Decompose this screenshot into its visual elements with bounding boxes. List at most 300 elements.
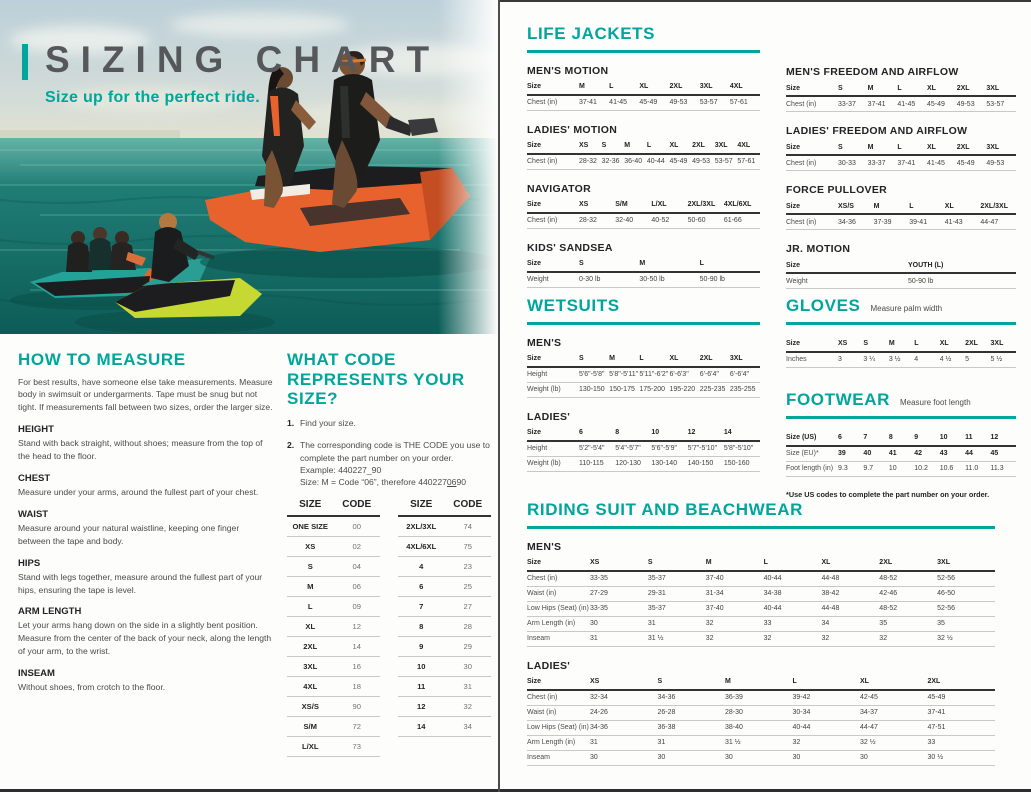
row-label: Size [527,559,542,567]
wetsuits-heading: WETSUITS [527,296,620,315]
row-label: Chest (in) [527,575,558,583]
code-cell: 02 [352,542,361,551]
life-jackets-column-2 [786,24,1016,302]
table-cell: 37-41 [867,100,886,108]
table-row [786,199,1016,215]
code-table-row [287,517,380,537]
table-cell: 32 ½ [937,635,953,643]
size-cell: M [307,582,314,591]
table-cell: 35 [879,620,888,628]
table-cell: 110-115 [579,460,604,468]
title-accent-bar [22,44,28,80]
row-label: Arm Length (in) [527,620,576,628]
size-cell: 4XL [303,682,318,691]
measure-item-label: HEIGHT [18,424,54,436]
table-cell: 30 [590,754,598,762]
table-row [527,155,760,170]
table-cell: 2XL [956,143,970,151]
measure-item-label: WAIST [18,508,49,520]
size-code-step-1 [287,417,505,429]
table-cell: 10 [888,465,897,473]
measure-item-label: INSEAM [18,668,55,680]
table-cell: XL [860,678,869,686]
table-cell: 3 ¼ [863,356,876,364]
footwear-section [786,390,1016,499]
code-cell: 18 [352,682,361,691]
table-row [527,80,760,96]
table-cell: 3XL [714,142,728,150]
table-cell: 42-45 [860,694,878,702]
table-cell: 37-41 [927,709,946,717]
code-table-row [398,657,491,677]
table-cell: L [792,678,797,686]
table-row [527,572,995,587]
mens-motion-table [527,65,760,111]
code-table-row [398,597,491,617]
code-cell: 75 [463,542,472,551]
table-cell: 30 [590,620,598,628]
row-label: Size [527,201,542,209]
table-cell: 40-44 [646,158,665,166]
row-label: Size [527,260,542,268]
table-cell: S [838,143,843,151]
table-row [527,602,995,617]
code-cell: 27 [463,602,472,611]
force-pullover-table [786,184,1016,230]
row-label: Weight [786,277,808,285]
table-cell: 40 [863,450,872,458]
table-cell: 225-235 [699,386,726,394]
table-row [786,353,1016,368]
table-cell: XS [590,678,600,686]
code-cell: CODE [342,499,372,510]
table-cell: 32 ½ [860,739,876,747]
table-cell: L [897,84,902,92]
table-row [786,97,1016,112]
table-row [527,587,995,602]
table-cell: 3XL [699,83,713,91]
table-cell: 32 [792,739,801,747]
gloves-section [786,296,1016,381]
gloves-table [786,337,1016,368]
size-cell: XS/S [301,702,319,711]
table-cell: 2XL [965,340,978,348]
table-cell: 32 [821,635,830,643]
row-label: Height [527,445,548,453]
code-table-row [287,577,380,597]
table-cell: 235-255 [729,386,756,394]
table-cell: 130-140 [651,460,678,468]
code-table-row [398,717,491,737]
table-cell: XS [579,201,589,209]
code-cell: 23 [463,562,472,571]
table-cell: 5 ½ [990,356,1003,364]
row-label: Size [527,83,542,91]
table-cell: XS [838,340,848,348]
table-cell: 41-45 [897,100,916,108]
footwear-note: Measure foot length [899,398,971,407]
row-label: Foot length (in) [786,465,834,473]
row-label: Size [786,261,801,269]
table-cell: 38-40 [725,724,743,732]
table-cell: XS [579,142,589,150]
table-cell: 5'2"-5'4" [579,445,605,453]
table-cell: 32 [705,635,714,643]
table-cell: 2XL/3XL [980,202,1008,210]
table-cell: M [725,678,731,686]
table-cell: L [646,142,652,150]
table-cell: M [624,142,631,150]
row-label: Size [527,142,542,150]
table-cell: 35-37 [647,575,666,583]
row-label: Size [786,340,801,348]
table-row [527,139,760,155]
table-cell: 37-41 [897,159,916,167]
table-cell: 53-57 [714,158,733,166]
table-cell: 33-37 [838,100,856,108]
row-label: Chest (in) [786,218,817,226]
table-row [786,431,1016,447]
code-table-row [287,737,380,757]
table-cell: 45-49 [927,100,945,108]
table-cell: 37-40 [705,605,724,613]
table-cell: L [639,355,644,363]
code-table-row [287,677,380,697]
table-row [527,273,760,288]
size-cell: L [307,602,313,611]
example-underlined-code: 06 [446,477,457,488]
table-cell: 30 [657,754,666,762]
table-cell: 6'-6'3" [669,371,689,379]
table-cell: 44-47 [860,724,878,732]
size-cell: 2XL [303,642,318,651]
code-cell: 14 [352,642,361,651]
row-label: Waist (in) [527,709,557,717]
table-title: FORCE PULLOVER [786,184,888,196]
size-cell: 3XL [303,662,318,671]
table-cell: 40-44 [763,605,782,613]
table-cell: 34-36 [657,694,676,702]
table-cell: 10 [939,434,948,442]
code-table-row [398,537,491,557]
table-cell: S [579,260,584,268]
size-cell: 4XL/6XL [406,542,437,551]
table-cell: 53-57 [986,100,1005,108]
measure-item-label: CHEST [18,473,51,484]
table-row [527,383,760,398]
table-cell: 2XL [699,355,713,363]
table-cell: 11 [965,434,973,442]
size-cell: 12 [417,702,426,711]
table-cell: S [601,142,607,150]
table-cell: XL [669,355,679,363]
size-cell: 14 [417,722,426,731]
table-cell: XL [639,83,649,91]
size-cell: SIZE [410,499,433,510]
code-cell: 31 [463,682,472,691]
row-label: Weight (lb) [527,460,561,468]
ladies-motion-table [527,124,760,170]
code-table-row [287,557,380,577]
riding-suit-heading: RIDING SUIT AND BEACHWEAR [527,500,803,519]
table-row [527,442,760,457]
size-cell: S/M [303,722,317,731]
table-cell: 35-37 [647,605,666,613]
code-cell: 12 [352,622,361,631]
size-cell: 2XL/3XL [406,522,437,531]
table-cell: 43 [939,450,948,458]
table-cell: 34-36 [838,218,856,226]
table-row [527,751,995,766]
table-cell: 28-32 [579,217,597,225]
table-cell: XL [669,142,679,150]
size-code-tables [287,494,491,757]
example-suffix: 90 [456,477,467,488]
ladies-freedom-airflow-table [786,125,1016,171]
how-to-measure-section [18,350,274,694]
code-table-row [287,717,380,737]
row-label: Weight (lb) [527,386,561,394]
measure-item-text: Measure under your arms, around the fullest part of your chest. [18,487,259,497]
code-cell: 90 [352,702,361,711]
code-cell: 25 [463,582,472,591]
code-cell: 09 [352,602,361,611]
section-rule [786,322,1016,325]
table-cell: 2XL [956,84,970,92]
row-label: Size [786,143,801,151]
table-cell: 5'8"-5'11" [609,371,639,379]
table-cell: 36-40 [624,158,643,166]
table-cell: 8 [615,429,620,437]
table-cell: 49-53 [692,158,711,166]
row-label: Size [786,202,801,210]
table-cell: M [705,559,712,567]
table-cell: 31 [590,635,598,643]
table-cell: 150-160 [723,460,750,468]
table-cell: 34-36 [590,724,608,732]
row-label: Size [786,84,801,92]
wetsuits-mens-table [527,337,760,398]
table-cell: 31 [647,620,656,628]
table-cell: 44 [965,450,973,458]
size-cell: 9 [419,642,424,651]
table-title: MEN'S [527,540,562,553]
size-cell: 11 [417,682,426,691]
table-cell: 35 [937,620,945,628]
riding-mens-table [527,541,995,647]
table-cell: 42-46 [879,590,898,598]
code-table-row [398,677,491,697]
table-cell: XS/S [838,202,854,210]
code-cell: 34 [463,722,472,731]
table-cell: 130-150 [579,386,605,394]
code-table-row [398,577,491,597]
table-cell: XL [821,559,831,567]
table-cell: 11.0 [965,465,979,473]
life-jackets-column-1 [527,24,760,301]
table-row [527,257,760,273]
table-row [786,81,1016,97]
table-cell: 2XL [927,678,941,686]
table-row [527,368,760,383]
table-cell: 3XL [729,355,743,363]
size-cell: 6 [419,582,424,591]
table-row [786,156,1016,171]
table-cell: 28-32 [579,158,597,166]
table-cell: 11.3 [990,465,1004,473]
life-jackets-heading: LIFE JACKETS [527,24,656,43]
table-cell: 8 [888,434,893,442]
table-cell: 6 [579,429,583,437]
table-row [527,457,760,472]
table-cell: 53-57 [699,99,718,107]
table-cell: 28-30 [725,709,743,717]
code-cell: 00 [352,522,361,531]
table-title: LADIES' FREEDOM AND AIRFLOW [786,125,968,137]
table-cell: 6 [838,434,842,442]
code-cell: CODE [453,499,483,510]
table-row [527,675,995,691]
row-label: Inseam [527,635,550,643]
row-label: Size [527,429,542,437]
code-cell: 32 [463,702,472,711]
table-cell: 50-60 [687,217,706,225]
table-cell: L [609,83,614,91]
row-label: Size [527,678,542,686]
code-cell: 72 [352,722,361,731]
table-cell: 24-26 [590,709,608,717]
size-code-step-2 [287,439,505,489]
table-cell: 2XL [879,559,893,567]
table-cell: 5'6"-5'9" [651,445,677,453]
row-label: Arm Length (in) [527,739,576,747]
table-cell: S [657,678,663,686]
table-cell: 40-44 [792,724,811,732]
gloves-heading: GLOVES [786,296,861,315]
row-label: Size (EU)* [786,450,819,458]
row-label: Height [527,371,548,379]
table-cell: 39-42 [792,694,811,702]
table-cell: 31-34 [705,590,724,598]
code-table-header [287,494,380,517]
table-cell: 52-56 [937,575,956,583]
table-cell: 10.2 [914,465,928,473]
table-cell: 5'7"-5'10" [687,445,718,453]
table-cell: 195-220 [669,386,696,394]
table-cell: 38-42 [821,590,840,598]
table-cell: S [647,559,653,567]
table-cell: L [763,559,768,567]
table-cell: 2XL/3XL [687,201,716,209]
table-cell: 31 ½ [647,635,664,643]
table-cell: L [914,340,919,348]
table-cell: S [579,355,584,363]
table-cell: 45-49 [639,99,658,107]
size-cell: 10 [417,662,426,671]
table-cell: 37-39 [873,218,892,226]
navigator-table [527,183,760,229]
table-cell: 30 [792,754,801,762]
code-example-line [300,477,466,487]
table-cell: 50-90 lb [699,276,725,284]
table-cell: 9.3 [838,465,848,473]
code-table-row [398,637,491,657]
step-text [300,439,505,489]
mens-freedom-airflow-table [786,66,1016,112]
table-cell: M [867,84,874,92]
table-row [527,721,995,736]
table-row [527,556,995,572]
table-cell: 3 [838,356,842,364]
how-to-measure-intro: For best results, have someone else take measurements. Measure body in swimsuit or undergarments. Tape must be snug but not tight. If measurements fall between two sizes, order the larger size. [18,376,273,413]
code-cell: 16 [352,662,361,671]
table-cell: 4XL [737,142,751,150]
table-cell: 5'11"-6'2" [639,371,669,379]
table-cell: XS [590,559,600,567]
table-cell: 12 [687,429,696,437]
table-row [786,140,1016,156]
table-cell: 5'4"-5'7" [615,445,641,453]
row-label: Inseam [527,754,550,762]
row-label: Weight [527,276,549,284]
table-cell: 6'-6'4" [699,371,719,379]
table-cell: M [873,202,880,210]
code-example-label: Example: 440227_90 [300,465,382,475]
table-cell: L/XL [651,201,667,209]
table-title: LADIES' [527,659,571,672]
table-row [786,274,1016,289]
kids-sandsea-table [527,242,760,288]
table-title: KIDS' SANDSEA [527,241,613,254]
table-cell: 31 ½ [725,739,741,747]
table-row [527,691,995,706]
measure-item-text: Measure around your natural waistline, keeping one finger between the tape and body. [18,522,240,546]
table-cell: 4XL/6XL [723,201,752,209]
code-cell: 30 [463,662,472,671]
code-table-row [287,697,380,717]
row-label: Low Hips (Seat) (in) [527,605,589,613]
section-rule [786,416,1016,419]
code-table-row [398,697,491,717]
measure-item-text: Without shoes, from crotch to the floor. [18,682,166,693]
code-cell: 73 [352,742,361,751]
table-cell: M [888,340,895,348]
table-cell: 36-39 [725,694,743,702]
table-cell: 48-52 [879,575,898,583]
table-cell: 46-50 [937,590,956,598]
table-cell: 30 [860,754,868,762]
table-cell: 5'6"-5'8" [579,371,605,379]
table-cell: 41 [888,450,897,458]
row-label: Chest (in) [786,100,817,108]
table-cell: 40-52 [651,217,670,225]
step-number: 1. [287,417,295,428]
table-cell: L [909,202,914,210]
table-cell: 52-56 [937,605,956,613]
row-label: Waist (in) [527,590,557,598]
table-cell: L [897,143,902,151]
table-cell: XL [927,143,936,151]
table-cell: S [838,84,843,92]
row-label: Chest (in) [527,158,558,166]
table-cell: 57-61 [729,99,748,107]
table-cell: 140-150 [687,460,714,468]
table-cell: M [609,355,616,363]
table-cell: L [699,260,704,268]
table-cell: 39 [838,450,846,458]
table-cell: 37-40 [705,575,724,583]
footwear-footnote: *Use US codes to complete the part number on your order. [786,489,990,499]
